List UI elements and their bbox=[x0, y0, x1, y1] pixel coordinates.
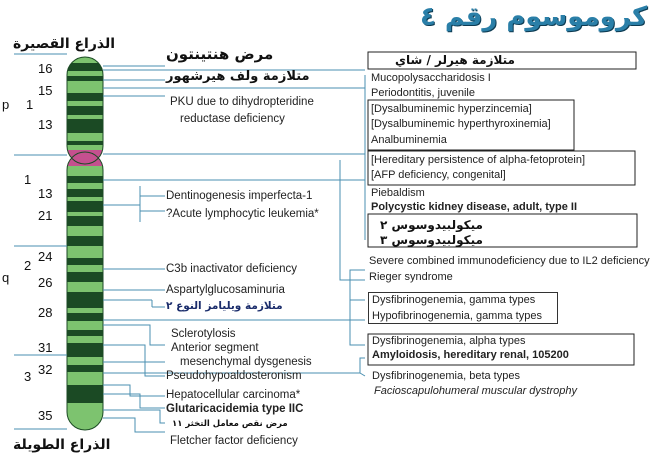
p-arm bbox=[67, 57, 103, 166]
label-anterior-segment: Anterior segment bbox=[171, 342, 259, 354]
band-24: 24 bbox=[38, 249, 53, 264]
band-32: 32 bbox=[38, 362, 53, 377]
label-fletcher: Fletcher factor deficiency bbox=[170, 435, 298, 447]
label-leukemia: ?Acute lymphocytic leukemia* bbox=[166, 208, 319, 220]
label-piebaldism: Piebaldism bbox=[371, 187, 425, 199]
band-15: 15 bbox=[38, 83, 53, 98]
band-16: 16 bbox=[38, 61, 53, 76]
label-mucopolysaccharidosis: Mucopolysaccharidosis I bbox=[371, 72, 491, 84]
label-dysalbuminemic-hyperzincemia: [Dysalbuminemic hyperzincemia] bbox=[371, 103, 532, 115]
label-williams: متلازمة ويليامز النوع ٢ bbox=[166, 300, 283, 312]
band-region-1q: 1 bbox=[24, 172, 32, 187]
label-aspartylglucosaminuria: Aspartylglucosaminuria bbox=[166, 284, 285, 296]
label-facioscapulohumeral: Facioscapulohumeral muscular dystrophy bbox=[374, 385, 577, 397]
label-dysfibrinogenemia-alpha: Dysfibrinogenemia, alpha types bbox=[372, 335, 526, 347]
band-31: 31 bbox=[38, 340, 53, 355]
band-35: 35 bbox=[38, 408, 53, 423]
label-c3b: C3b inactivator deficiency bbox=[166, 263, 298, 275]
label-dysfibrinogenemia-gamma: Dysfibrinogenemia, gamma types bbox=[372, 294, 536, 306]
band-13q: 13 bbox=[38, 186, 53, 201]
label-mucolipidosis-3: ميكولبيدوسوس ٣ bbox=[380, 233, 483, 247]
band-region-2: 2 bbox=[24, 258, 32, 273]
label-glutaricacidemia: Glutaricacidemia type IIC bbox=[166, 403, 304, 415]
page-title: كروموسوم رقم ٤ bbox=[420, 2, 648, 32]
label-dysalbuminemic-hyperthyroxinemia: [Dysalbuminemic hyperthyroxinemia] bbox=[371, 118, 551, 130]
band-region-3: 3 bbox=[24, 369, 32, 384]
label-afp-persistence: [Hereditary persistence of alpha-fetoprotein] bbox=[371, 154, 586, 166]
short-arm-label: الذراع القصيرة bbox=[13, 36, 116, 52]
label-amyloidosis: Amyloidosis, hereditary renal, 105200 bbox=[372, 349, 569, 361]
label-scid: Severe combined immunodeficiency due to IL2 deficiency bbox=[369, 255, 650, 267]
label-huntington: مرض هنتينتون bbox=[166, 45, 274, 63]
label-factor-11: مرض نقص معامل التخثر ١١ bbox=[172, 419, 288, 429]
label-afp-deficiency: [AFP deficiency, congenital] bbox=[371, 169, 506, 181]
label-analbuminemia: Analbuminemia bbox=[371, 134, 447, 146]
label-polycystic-kidney: Polycystic kidney disease, adult, type II bbox=[371, 201, 578, 213]
long-arm-label: الذراع الطويلة bbox=[13, 437, 111, 453]
q-arm bbox=[67, 152, 103, 430]
band-13p: 13 bbox=[38, 117, 53, 132]
band-region-1p: 1 bbox=[26, 97, 34, 112]
label-mesenchymal: mesenchymal dysgenesis bbox=[180, 356, 312, 368]
label-pku-1: PKU due to dihydropteridine bbox=[170, 96, 314, 108]
label-sclerotylosis: Sclerotylosis bbox=[171, 328, 236, 340]
label-hypofibrinogenemia-gamma: Hypofibrinogenemia, gamma types bbox=[372, 310, 542, 322]
q-label: q bbox=[2, 270, 10, 285]
label-hepatocellular: Hepatocellular carcinoma* bbox=[166, 389, 301, 401]
band-28: 28 bbox=[38, 305, 53, 320]
band-26: 26 bbox=[38, 275, 53, 290]
label-dentinogenesis: Dentinogenesis imperfecta-1 bbox=[166, 190, 313, 202]
label-pku-2: reductase deficiency bbox=[180, 113, 285, 125]
gamma-box bbox=[368, 292, 558, 324]
label-mucolipidosis-2: ميكولبيدوسوس ٢ bbox=[380, 218, 483, 232]
p-label: p bbox=[2, 97, 10, 112]
label-periodontitis: Periodontitis, juvenile bbox=[371, 87, 475, 99]
label-wolf-hirschhorn: متلازمة ولف هيرشهور bbox=[166, 69, 310, 84]
label-hurler-scheie: متلازمة هيرلر / شاي bbox=[395, 53, 515, 67]
label-rieger: Rieger syndrome bbox=[369, 271, 453, 283]
band-21: 21 bbox=[38, 208, 53, 223]
label-dysfibrinogenemia-beta: Dysfibrinogenemia, beta types bbox=[372, 370, 520, 382]
label-pseudohypoaldosteronism: Pseudohypoaldosteronism bbox=[166, 370, 302, 382]
